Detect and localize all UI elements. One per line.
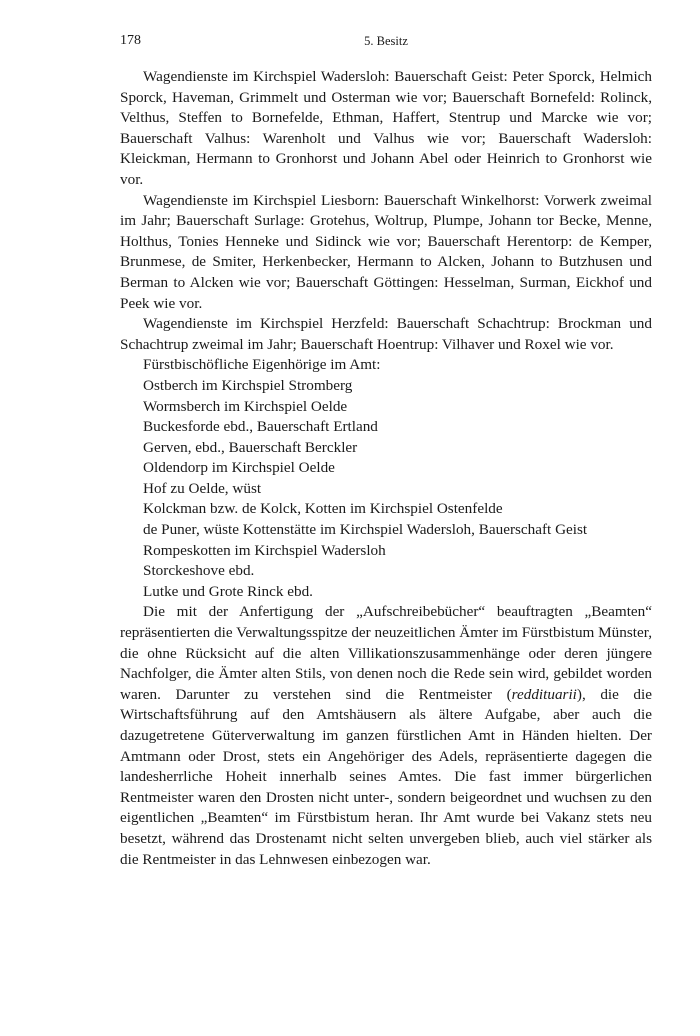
list-item: Kolckman bzw. de Kolck, Kotten im Kirchspiel Ostenfelde (143, 500, 503, 518)
paragraph-herzfeld: Wagendienste im Kirchspiel Herzfeld: Bauerschaft Schachtrup: Brockman und Schachtrup zweimal im Jahr; Bauerschaft Hoentrup: Vilhaver und Roxel wie vor. (120, 315, 652, 353)
list-item: Hof zu Oelde, wüst (143, 479, 262, 497)
list-item: Fürstbischöfliche Eigenhörige im Amt: (143, 356, 381, 374)
list-item: Oldendorp im Kirchspiel Oelde (143, 459, 335, 477)
paragraph-officials (120, 602, 652, 870)
running-head: 5. Besitz (364, 34, 408, 48)
list-item: Ostberch im Kirchspiel Stromberg (143, 376, 353, 394)
page-header (120, 33, 652, 53)
list-item: Rompeskotten im Kirchspiel Wadersloh (143, 541, 386, 559)
list-item: Storckeshove ebd. (143, 562, 255, 580)
serf-list (120, 355, 652, 602)
list-item: Gerven, ebd., Bauerschaft Berckler (143, 438, 358, 456)
list-item: Wormsberch im Kirchspiel Oelde (143, 397, 348, 415)
paragraph-liesborn: Wagendienste im Kirchspiel Liesborn: Bauerschaft Winkelhorst: Vorwerk zweimal im Jahr; Bauerschaft Surlage: Grotehus, Woltrup, Plumpe, Johann tor Becke, Menne, Holthus, Tonies Henneke und Sidinck wie vor; Bauerschaft Herentorp: de Kemper, Brunmese, de Smiter, Herkenbecker, Hermann to Alcken, Johann to Butzhusen und Berman to Alcken wie vor; Bauerschaft Göttingen: Hesselman, Surman, Eickhof und Peek wie vor. (120, 191, 652, 312)
list-item: Buckesforde ebd., Bauerschaft Ertland (143, 418, 378, 436)
body-text (120, 67, 652, 870)
paragraph-wadersloh: Wagendienste im Kirchspiel Wadersloh: Bauerschaft Geist: Peter Sporck, Helmich Sporck, Haveman, Grimmelt und Osterman wie vor; Bauerschaft Bornefeld: Rolinck, Velthus, Steffen to Bornefelde, Ethman, Haffert, Stentrup und Marcke wie vor; Bauerschaft Valhus: Warenholt und Valhus wie vor; Bauerschaft Wadersloh: Kleickman, Hermann to Gronhorst und Johann Abel oder Heinrich to Gronhorst wie vor. (120, 68, 652, 188)
list-item: de Puner, wüste Kottenstätte im Kirchspiel Wadersloh, Bauerschaft Geist (143, 521, 588, 539)
paragraph-officials-part1: Die mit der Anfertigung der „Aufschreibebücher“ beauftragten „Beamten“ repräsentierten die Verwaltungsspitze der neuzeitlichen Ämter im Fürstbistum Münster, die ohne Rücksicht auf die alten Villikationszusammenhänge oder deren jüngere Nachfolger, die Ämter alten Stils, von denen noch die Rede sein wird, gebildet worden waren. Darunter zu verstehen sind die Rentmeister ( (120, 603, 652, 703)
list-item: Lutke und Grote Rinck ebd. (143, 582, 313, 600)
paragraph-officials-italic-term: reddituarii (511, 685, 577, 703)
paragraph-officials-part2: ), die die Wirtschaftsführung auf den Amtshäusern als ältere Aufgabe, aber auch die dazugetretene Güterverwaltung im ganzen fürstlichen Amt in Händen hielten. Der Amtmann oder Drost, stets ein Angehöriger des Adels, repräsentierte dagegen die landesherrliche Hoheit innerhalb seines Amtes. Die fast immer bürgerlichen Rentmeister waren den Drosten nicht unter-, sondern beigeordnet und wuchsen zu den eigentlichen „Beamten“ im Fürstbistum heran. Ihr Amt wurde bei Vakanz stets neu besetzt, während das Drostenamt nicht selten unvergeben blieb, auch viel stärker als die Rentmeister in das Lehnwesen einbezogen war. (120, 685, 652, 868)
page-number: 178 (120, 33, 141, 48)
